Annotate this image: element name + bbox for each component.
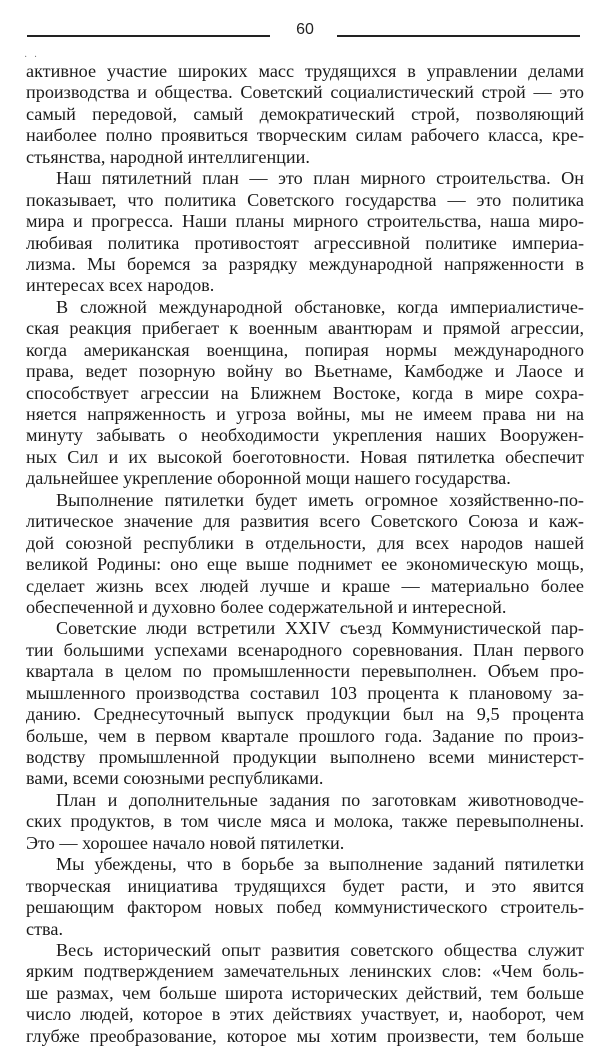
- text-line: Выполнение пятилетки будет иметь огромное хозяйственно-по-: [56, 489, 584, 510]
- text-line: великой Родины: оно еще выше поднимет ее экономическую мощь,: [26, 554, 584, 575]
- text-line: решающим фактором новых побед коммунистического строитель-: [26, 897, 584, 918]
- paragraph-8: [26, 940, 584, 1047]
- text-line: Мы убеждены, что в борьбе за выполнение заданий пятилетки: [56, 854, 584, 875]
- page-number: 60: [296, 21, 314, 38]
- header-rule-right: [337, 35, 580, 37]
- paragraph-5: [26, 618, 584, 790]
- text-line: Советские люди встретили XXIV съезд Коммунистической пар-: [56, 618, 584, 639]
- text-line: няется напряженность и угроза войны, мы не имеем права ни на: [26, 404, 584, 424]
- text-line: ских продуктов, в том числе мяса и молока, также перевыполнены.: [26, 811, 584, 832]
- text-line: минуту забывать о необходимости укрепления наших Вооружен-: [26, 425, 584, 446]
- text-line: творческая инициатива трудящихся будет расти, и это явится: [26, 875, 584, 896]
- paragraph-6: [26, 790, 584, 854]
- page-body: [26, 61, 584, 1047]
- text-line: Наш пятилетний план — это план мирного строительства. Он: [56, 168, 584, 189]
- text-line: способствует агрессии на Ближнем Востоке, когда в мире сохра-: [26, 382, 584, 403]
- text-line: обеспеченной и духовно более содержательной и интересной.: [26, 596, 507, 617]
- text-line: стьянства, народной интеллигенции.: [26, 146, 310, 167]
- header-rule-left: [27, 35, 270, 37]
- text-line: ных Сил и их высокой боеготовности. Новая пятилетка обеспечит: [26, 446, 584, 467]
- paragraph-4: [26, 490, 584, 619]
- text-line: производства и общества. Советский социалистический строй — это: [26, 82, 584, 103]
- text-line: мышленного производства составил 103 процента к плановому за-: [26, 682, 584, 703]
- text-line: дой союзной республики в отдельности, для всех народов нашей: [26, 532, 584, 553]
- text-line: любивая политика противостоят агрессивной политике империа-: [26, 232, 584, 253]
- paragraph-1: [26, 61, 584, 168]
- text-line: число людей, которое в этих действиях участвует, и, наоборот, чем: [26, 1004, 584, 1025]
- scan-specks: · ·: [24, 52, 40, 63]
- paragraph-3: [26, 297, 584, 490]
- text-line: План и дополнительные задания по заготовкам животноводче-: [56, 789, 584, 810]
- text-line: ская реакция прибегает к военным авантюрам и прямой агрессии,: [26, 318, 584, 339]
- text-line: водству промышленной продукции выполнено всеми министерст-: [26, 747, 584, 767]
- text-line: лизма. Мы боремся за разрядку международной напряженности в: [26, 253, 584, 274]
- text-line: Это — хорошее начало новой пятилетки.: [26, 832, 345, 853]
- text-line: активное участие широких масс трудящихся в управлении делами: [26, 61, 584, 81]
- text-line: квартала в целом по промышленности перевыполнен. Объем про-: [26, 661, 584, 682]
- paragraph-7: [26, 854, 584, 940]
- text-line: больше, чем в первом квартале прошлого года. Задание по произ-: [26, 725, 584, 746]
- text-line: сделает жизнь всех людей лучше и краше — материально более: [26, 575, 584, 596]
- text-line: ярким подтверждением замечательных ленинских слов: «Чем боль-: [26, 961, 584, 982]
- text-line: показывает, что политика Советского государства — это политика: [26, 189, 584, 210]
- text-line: данию. Среднесуточный выпуск продукции был на 9,5 процента: [26, 704, 584, 725]
- text-line: литическое значение для развития всего Советского Союза и каж-: [26, 511, 584, 532]
- text-line: мира и прогресса. Наши планы мирного строительства, наша миро-: [26, 211, 584, 232]
- text-line: Весь исторический опыт развития советского общества служит: [56, 939, 584, 960]
- text-line: тии большими успехами всенародного соревнования. План первого: [26, 639, 584, 660]
- text-line: самый передовой, самый демократический строй, позволяющий: [26, 103, 584, 124]
- text-line: ше размах, чем больше широта исторических действий, тем больше: [26, 982, 584, 1003]
- text-line: глубже преобразование, которое мы хотим произвести, тем больше: [26, 1025, 584, 1046]
- text-line: ства.: [26, 918, 63, 939]
- text-line: вами, всеми союзными республиками.: [26, 768, 324, 789]
- text-line: дальнейшее укрепление оборонной мощи нашего государства.: [26, 468, 511, 489]
- page-header: [0, 20, 600, 50]
- text-line: наиболее полно проявиться творческим силам рабочего класса, кре-: [26, 125, 584, 146]
- text-line: В сложной международной обстановке, когда империалистиче-: [56, 296, 584, 317]
- text-line: когда американская военщина, попирая нормы международного: [26, 339, 584, 360]
- paragraph-2: [26, 168, 584, 297]
- text-line: права, ведет позорную войну во Вьетнаме, Камбодже и Лаосе и: [26, 361, 584, 382]
- text-line: интересах всех народов.: [26, 275, 215, 296]
